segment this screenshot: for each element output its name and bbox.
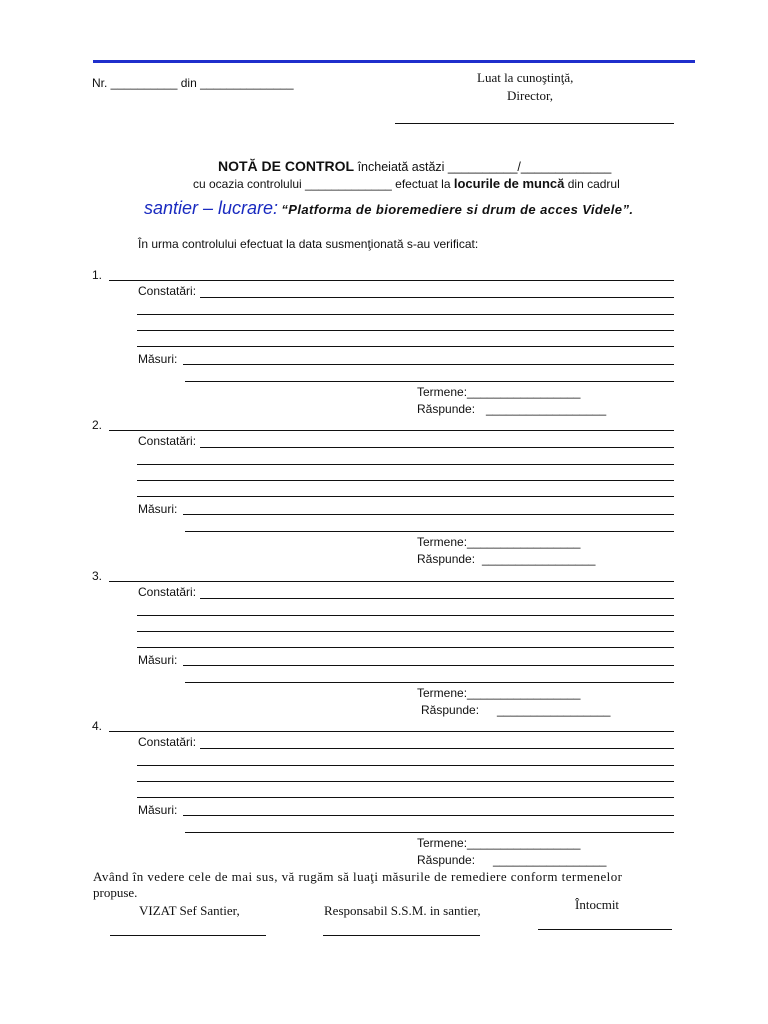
constatari-line [200,748,674,749]
constatari-line [137,615,674,616]
termene-label: Termene:_________________ [417,686,581,700]
vizat-signature-line [110,935,266,936]
constatari-label: Constatări: [138,434,197,448]
termene-label: Termene:_________________ [417,385,581,399]
constatari-line [200,447,674,448]
constatari-line [137,631,674,632]
acknowledgement-line-1: Luat la cunoştinţă, [477,70,574,85]
masuri-label: Măsuri: [138,653,178,667]
masuri-line [185,531,674,532]
constatari-line [137,480,674,481]
item-number: 3. [92,569,103,583]
raspunde-label: Răspunde: [417,853,476,867]
conclusion-line-2: propuse. [93,885,138,900]
constatari-line [137,781,674,782]
masuri-line [183,815,674,816]
termene-label: Termene:_________________ [417,836,581,850]
termene-label: Termene:_________________ [417,535,581,549]
control-line-b: locurile de muncă [453,176,565,191]
item-title-line [109,280,674,281]
responsabil-label: Responsabil S.S.M. in santier, [324,903,481,918]
masuri-label: Măsuri: [138,502,178,516]
constatari-label: Constatări: [138,284,197,298]
constatari-line [137,797,674,798]
masuri-line [185,682,674,683]
raspunde-blank: _________________ [497,703,611,717]
constatari-label: Constatări: [138,585,197,599]
masuri-line [185,832,674,833]
item-number: 2. [92,418,103,432]
masuri-line [183,665,674,666]
masuri-line [183,514,674,515]
constatari-line [137,346,674,347]
intro-text: În urma controlului efectuat la data susmenţionată s-au verificat: [138,237,479,251]
constatari-line [200,598,674,599]
title-date: încheiată astăzi __________/_____________ [354,160,612,174]
conclusion-line-1: Având în vedere cele de mai sus, vă rugăm să luaţi măsurile de remediere conform termenelor [93,869,623,884]
raspunde-blank: _________________ [493,853,607,867]
raspunde-label: Răspunde: [417,552,476,566]
control-line [193,176,620,191]
raspunde-label: Răspunde: [421,703,480,717]
document-number-line: Nr. __________ din ______________ [92,76,294,90]
site-name: “Platforma de bioremediere si drum de acces Videle”. [281,202,634,217]
top-rule [93,60,695,63]
constatari-line [137,496,674,497]
constatari-line [200,297,674,298]
document-title: NOTĂ DE CONTROL [218,158,355,174]
responsabil-signature-line [323,935,480,936]
item-title-line [109,731,674,732]
intocmit-signature-line [538,929,672,930]
item-number: 1. [92,268,103,282]
raspunde-blank: __________________ [486,402,607,416]
constatari-line [137,464,674,465]
site-line [144,198,633,219]
vizat-label: VIZAT Sef Santier, [139,903,240,918]
item-number: 4. [92,719,103,733]
constatari-line [137,765,674,766]
raspunde-blank: _________________ [482,552,596,566]
masuri-label: Măsuri: [138,803,178,817]
director-signature-line [395,123,674,124]
control-line-c: din cadrul [564,177,620,191]
constatari-line [137,330,674,331]
title-line [218,158,611,174]
item-title-line [109,581,674,582]
acknowledgement-line-2: Director, [507,88,554,103]
constatari-label: Constatări: [138,735,197,749]
control-line-a: cu ocazia controlului _____________ efectuat la [193,177,454,191]
constatari-line [137,314,674,315]
masuri-line [183,364,674,365]
constatari-line [137,647,674,648]
masuri-label: Măsuri: [138,352,178,366]
item-title-line [109,430,674,431]
masuri-line [185,381,674,382]
raspunde-label: Răspunde: [417,402,476,416]
intocmit-label: Întocmit [575,897,620,912]
site-label: santier – lucrare: [144,198,279,218]
